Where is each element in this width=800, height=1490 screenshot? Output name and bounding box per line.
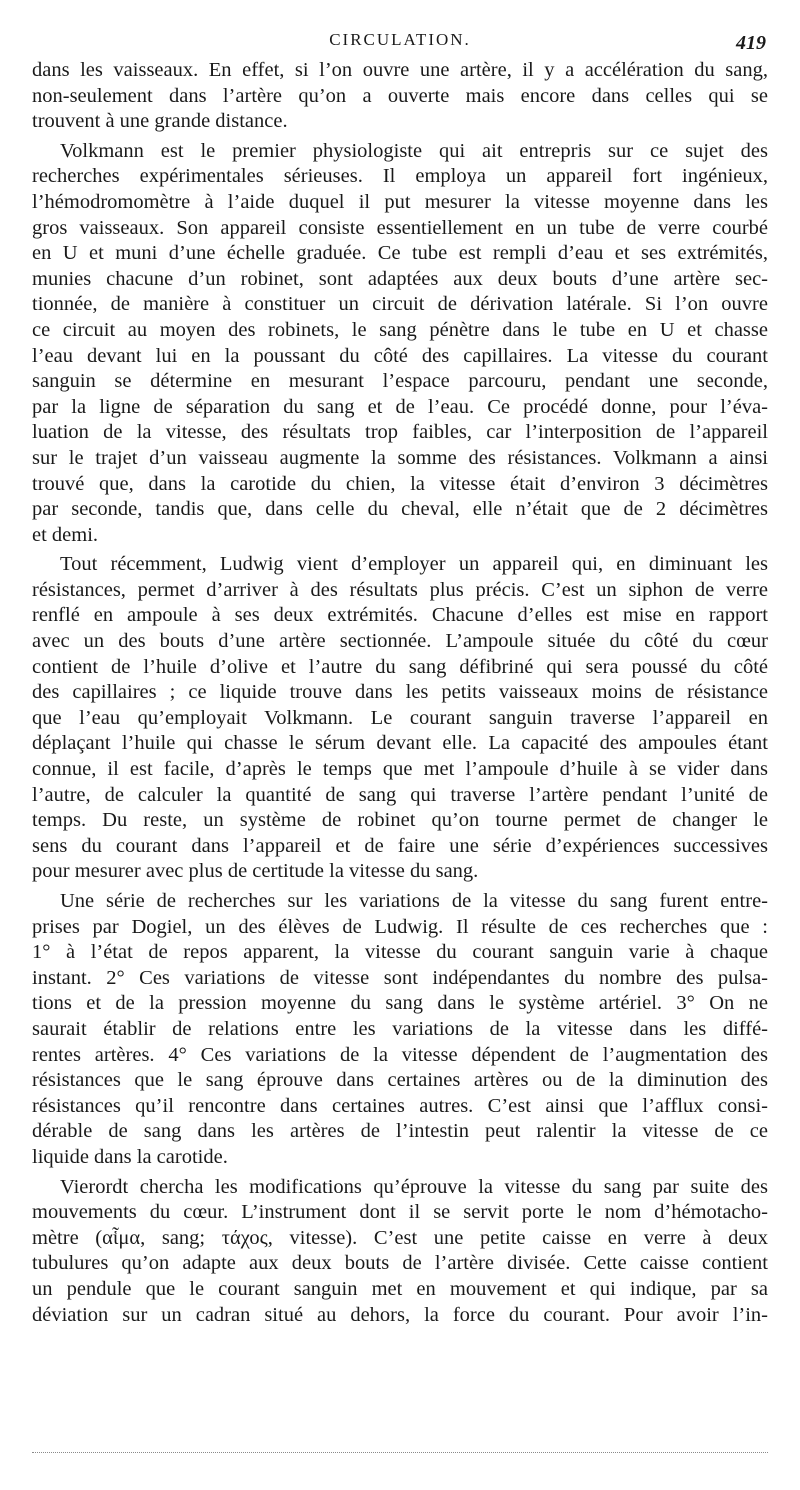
- text-line: sur le trajet d’un vaisseau augmente la somme des résistances. Volkmann a ainsi: [32, 446, 768, 469]
- paragraph: [32, 1175, 768, 1329]
- text-line: l’autre, de calculer la quantité de sang qui traverse l’artère pendant l’unité de: [32, 783, 768, 806]
- text-line: résistances que le sang éprouve dans certaines artères ou de la diminution des: [32, 1069, 768, 1092]
- text-line: l’hémodromomètre à l’aide duquel il put mesurer la vitesse moyenne dans les: [32, 190, 768, 213]
- text-line: Vierordt chercha les modifications qu’éprouve la vitesse du sang par suite des: [60, 1175, 768, 1198]
- text-line: recherches expérimentales sérieuses. Il employa un appareil fort ingénieux,: [32, 165, 768, 188]
- paragraph: [32, 58, 768, 135]
- text-line: connue, il est facile, d’après le temps que met l’ampoule d’huile à se vider dans: [32, 758, 768, 781]
- text-line: tionnée, de manière à constituer un circuit de dérivation latérale. Si l’on ouvre: [32, 293, 768, 316]
- body-text: [32, 58, 768, 1328]
- text-line: trouvent à une grande distance.: [32, 110, 288, 133]
- page-number: 419: [736, 32, 766, 54]
- text-line: dérable de sang dans les artères de l’intestin peut ralentir la vitesse de ce: [32, 1120, 768, 1143]
- text-line: par la ligne de séparation du sang et de l’eau. Ce procédé donne, pour l’éva-: [32, 395, 768, 418]
- text-line: avec un des bouts d’une artère sectionnée. L’ampoule située du côté du cœur: [32, 630, 768, 653]
- book-page: [32, 0, 768, 1490]
- text-line: en U et muni d’une échelle graduée. Ce tube est rempli d’eau et ses extrémités,: [32, 242, 768, 265]
- text-line: sens du courant dans l’appareil et de faire une série d’expériences successives: [32, 834, 768, 857]
- text-line: résistances qu’il rencontre dans certaines autres. C’est ainsi que l’afflux consi-: [32, 1094, 768, 1117]
- running-title: CIRCULATION.: [329, 30, 471, 49]
- text-line: Volkmann est le premier physiologiste qui ait entrepris sur ce sujet des: [60, 139, 768, 162]
- text-line: sanguin se détermine en mesurant l’espace parcouru, pendant une seconde,: [32, 370, 768, 393]
- text-line: Tout récemment, Ludwig vient d’employer un appareil qui, en diminuant les: [60, 553, 768, 576]
- text-line: mètre (αἷμα, sang; τάχος, vitesse). C’est une petite caisse en verre à deux: [32, 1226, 768, 1249]
- text-line: temps. Du reste, un système de robinet qu’on tourne permet de changer le: [32, 809, 768, 832]
- text-line: dans les vaisseaux. En effet, si l’on ouvre une artère, il y a accélération du sang,: [32, 59, 768, 81]
- text-line: renflé en ampoule à ses deux extrémités. Chacune d’elles est mise en rapport: [32, 604, 768, 627]
- text-line: tubulures qu’on adapte aux deux bouts de l’artère divisée. Cette caisse contient: [32, 1252, 768, 1275]
- text-line: et demi.: [32, 523, 99, 546]
- text-line: luation de la vitesse, des résultats trop faibles, car l’interposition de l’appareil: [32, 421, 768, 444]
- text-line: Une série de recherches sur les variations de la vitesse du sang furent entre-: [60, 890, 768, 912]
- text-line: résistances, permet d’arriver à des résultats plus précis. C’est un siphon de verre: [32, 578, 768, 601]
- paragraph: [32, 889, 768, 1171]
- text-line: l’eau devant lui en la poussant du côté des capillaires. La vitesse du courant: [32, 344, 768, 367]
- text-line: rentes artères. 4° Ces variations de la vitesse dépendent de l’augmentation des: [32, 1043, 768, 1066]
- running-head: [32, 30, 768, 56]
- text-line: gros vaisseaux. Son appareil consiste essentiellement en un tube de verre courbé: [32, 216, 768, 239]
- text-line: contient de l’huile d’olive et l’autre du sang défibriné qui sera poussé du côté: [32, 655, 768, 678]
- text-line: liquide dans la carotide.: [32, 1145, 228, 1168]
- text-line: ce circuit au moyen des robinets, le sang pénètre dans le tube en U et chasse: [32, 318, 768, 341]
- text-line: prises par Dogiel, un des élèves de Ludwig. Il résulte de ces recherches que :: [32, 915, 768, 938]
- text-line: un pendule que le courant sanguin met en mouvement et qui indique, par sa: [32, 1277, 768, 1300]
- text-line: pour mesurer avec plus de certitude la vitesse du sang.: [32, 860, 479, 883]
- text-line: déplaçant l’huile qui chasse le sérum devant elle. La capacité des ampoules étant: [32, 732, 768, 755]
- paragraph: [32, 139, 768, 549]
- text-line: mouvements du cœur. L’instrument dont il se servit porte le nom d’hémotacho-: [32, 1201, 768, 1224]
- text-line: des capillaires ; ce liquide trouve dans les petits vaisseaux moins de résistance: [32, 681, 768, 704]
- text-line: tions et de la pression moyenne du sang dans le système artériel. 3° On ne: [32, 992, 768, 1015]
- text-line: instant. 2° Ces variations de vitesse sont indépendantes du nombre des pulsa-: [32, 966, 768, 989]
- text-line: déviation sur un cadran situé au dehors, la force du courant. Pour avoir l’in-: [32, 1303, 768, 1326]
- text-line: saurait établir de relations entre les variations de la vitesse dans les diffé-: [32, 1017, 768, 1040]
- text-line: munies chacune d’un robinet, sont adaptées aux deux bouts d’une artère sec-: [32, 267, 768, 290]
- paragraph: [32, 552, 768, 885]
- text-line: trouvé que, dans la carotide du chien, la vitesse était d’environ 3 décimètres: [32, 472, 768, 495]
- text-line: que l’eau qu’employait Volkmann. Le courant sanguin traverse l’appareil en: [32, 706, 768, 729]
- text-line: non-seulement dans l’artère qu’on a ouverte mais encore dans celles qui se: [32, 84, 768, 107]
- footer-rule: [32, 1452, 768, 1453]
- text-line: 1° à l’état de repos apparent, la vitesse du courant sanguin varie à chaque: [32, 941, 768, 964]
- text-line: par seconde, tandis que, dans celle du cheval, elle n’était que de 2 décimètres: [32, 498, 768, 521]
